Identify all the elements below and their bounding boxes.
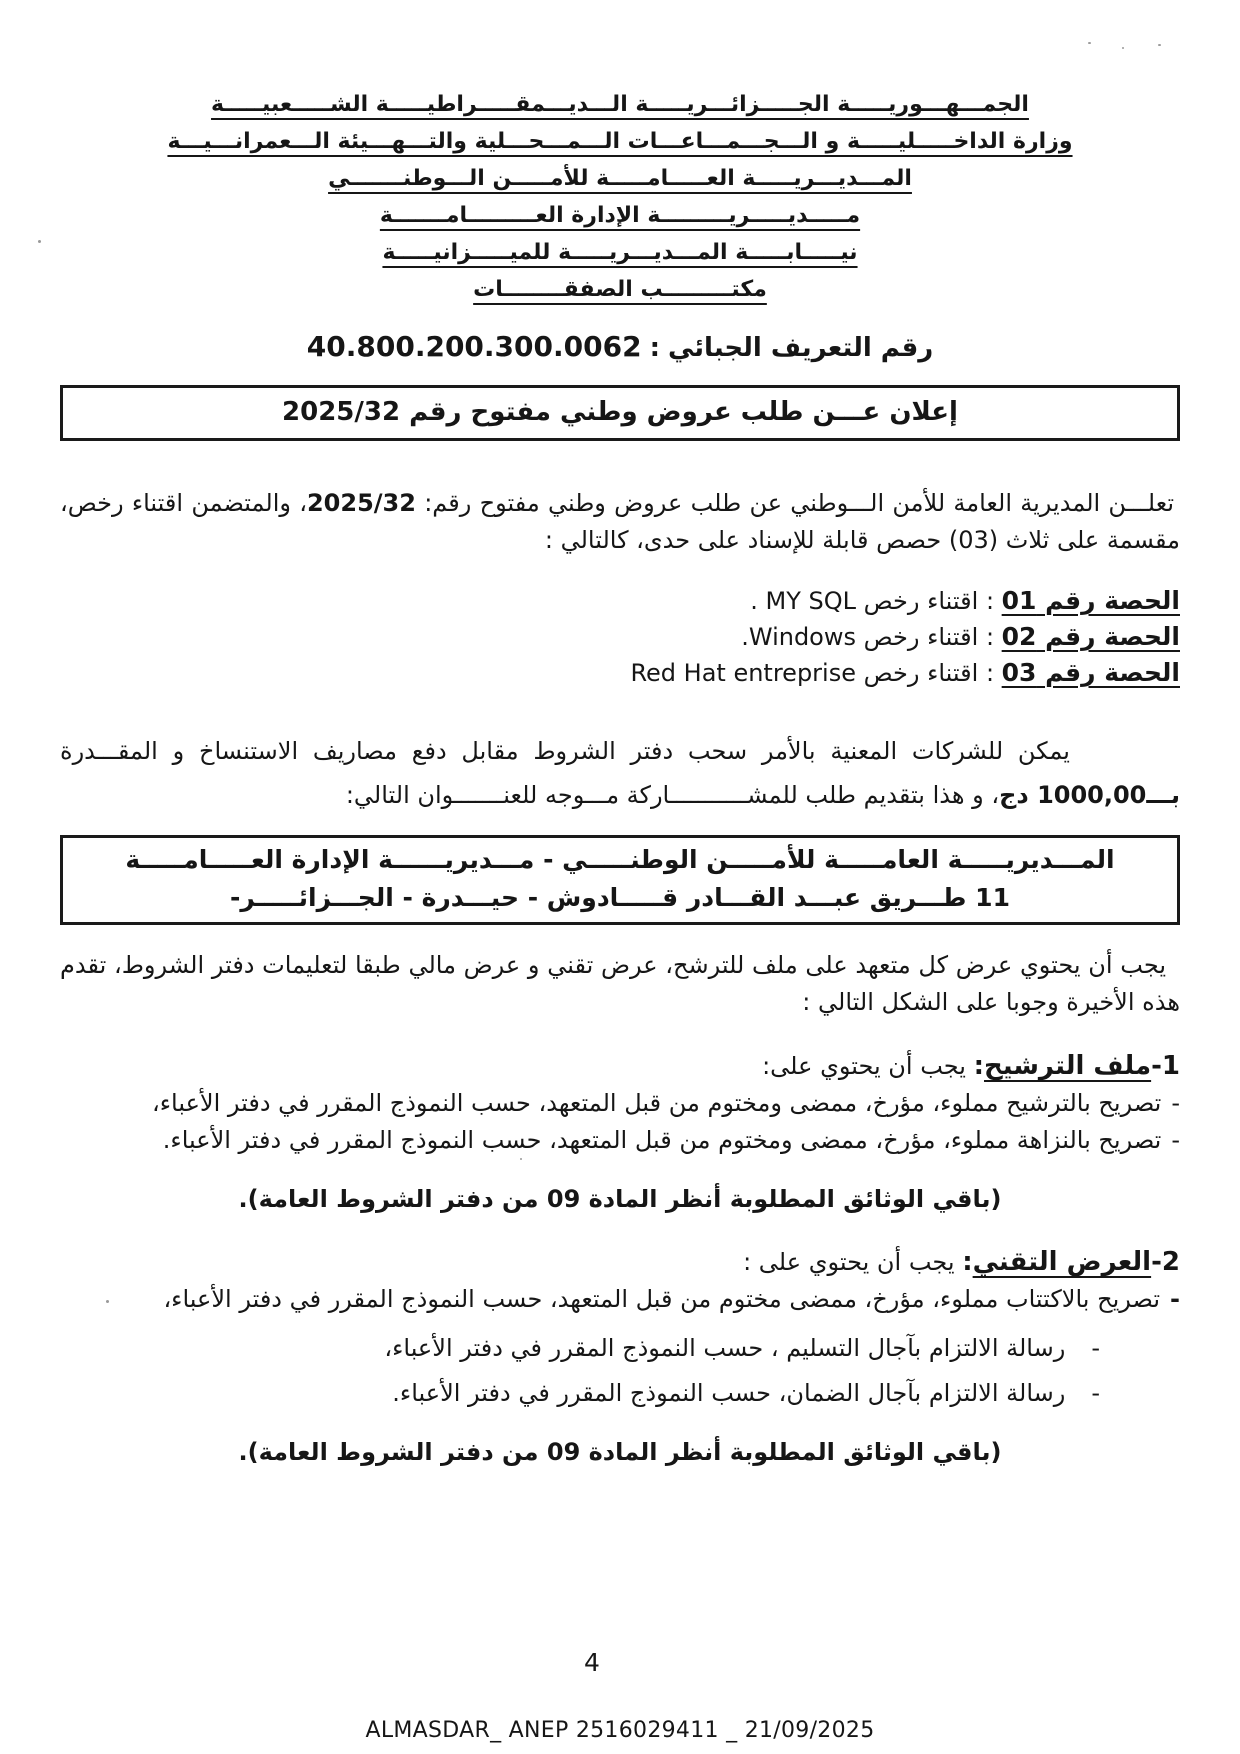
intro-paragraph bbox=[60, 485, 1180, 559]
dash-bullet: - bbox=[1091, 1379, 1100, 1407]
section2-colon: : bbox=[962, 1247, 973, 1277]
technical-offer-item-1 bbox=[76, 1281, 1180, 1318]
lot-1-product: MY SQL bbox=[765, 587, 856, 615]
intro-text-end: ، والمتضمن اقتناء رخص، مقسمة على ثلاث (03) حصص قابلة للإسناد على حدى، كالتالي : bbox=[60, 489, 1180, 554]
page-number: 4 bbox=[584, 1648, 600, 1677]
section2-number: 2- bbox=[1151, 1247, 1180, 1277]
address-line-2: 11 طـــريق عبـــد القـــادر قـــــادوش - حيـــدرة - الجـــزائـــــر- bbox=[230, 883, 1010, 912]
scan-speck bbox=[106, 1300, 109, 1303]
scan-speck bbox=[520, 1158, 522, 1160]
lot-2-separator: : bbox=[978, 623, 1002, 651]
footer-reference: ALMASDAR_ ANEP 2516029411 _ 21/09/2025 bbox=[365, 1718, 875, 1743]
technical-offer-item-2 bbox=[60, 1333, 1180, 1363]
lot-3-separator: : bbox=[978, 659, 1002, 687]
tax-id-separator: : bbox=[649, 333, 660, 363]
offer-structure-paragraph: يجب أن يحتوي عرض كل متعهد على ملف للترشح، عرض تقني و عرض مالي طبقا لتعليمات دفتر الشروط، تقدم هذه الأخيرة وجوبا على الشكل التالي : bbox=[60, 951, 1180, 1016]
section2-title: العرض التقني bbox=[972, 1247, 1152, 1277]
scan-speck bbox=[1088, 42, 1091, 44]
candidacy-file-item-1-text: تصريح بالترشيح مملوء، مؤرخ، ممضى ومختوم من قبل المتعهد، حسب النموذج المقرر في دفتر الأعباء، bbox=[152, 1089, 1162, 1117]
withdrawal-paragraph bbox=[60, 729, 1180, 817]
lot-3-label: الحصة رقم 03 bbox=[1001, 658, 1180, 687]
tender-number: 2025/32 bbox=[306, 489, 416, 517]
scan-speck bbox=[38, 240, 41, 243]
dash-bullet: - bbox=[1170, 1285, 1180, 1313]
address-line-1: المـــديريـــــة العامـــــة للأمـــــن الوطنـــــي - مـــديريــــــة الإدارة العـــــامـــــة bbox=[125, 845, 1115, 874]
candidacy-file-item-2-text: تصريح بالنزاهة مملوء، مؤرخ، ممضى ومختوم من قبل المتعهد، حسب النموذج المقرر في دفتر الأعباء. bbox=[162, 1126, 1162, 1154]
section2-documents-note: (باقي الوثائق المطلوبة أنظر المادة 09 من دفتر الشروط العامة). bbox=[238, 1438, 1002, 1466]
lot-1-label: الحصة رقم 01 bbox=[1001, 586, 1180, 615]
address-box bbox=[60, 835, 1180, 925]
technical-offer-item-1-text: تصريح بالاكتتاب مملوء، مؤرخ، ممضى مختوم من قبل المتعهد، حسب النموذج المقرر في دفتر الأعباء، bbox=[163, 1285, 1161, 1313]
lot-2-text: اقتناء رخص bbox=[856, 623, 979, 651]
lot-item-1 bbox=[60, 583, 1180, 619]
withdrawal-text-end: ، و هذا بتقديم طلب للمشـــــــــــاركة مـــوجه للعنـــــــوان التالي: bbox=[345, 781, 1000, 809]
section2-heading bbox=[60, 1243, 1180, 1281]
section2-intro: يجب أن يحتوي على : bbox=[743, 1248, 963, 1276]
lot-1-tail: . bbox=[750, 587, 766, 615]
section1-heading bbox=[60, 1047, 1180, 1085]
lot-2-tail: . bbox=[741, 623, 749, 651]
fee-amount: بـــ1000,00 دج bbox=[999, 781, 1180, 809]
lot-2-label: الحصة رقم 02 bbox=[1001, 622, 1180, 651]
scan-speck bbox=[1122, 47, 1124, 49]
announcement-title-box bbox=[60, 385, 1180, 441]
dash-bullet: - bbox=[1091, 1334, 1100, 1362]
lot-1-separator: : bbox=[978, 587, 1002, 615]
section1-colon: : bbox=[973, 1051, 984, 1081]
lot-2-product: Windows bbox=[748, 623, 856, 651]
withdrawal-text-start: يمكن للشركات المعنية بالأمر سحب دفتر الشروط مقابل دفع مصاريف الاستنساخ و المقـــدرة bbox=[60, 737, 1070, 765]
announcement-title: إعلان عـــن طلب عروض وطني مفتوح رقم 2025/32 bbox=[282, 397, 958, 427]
section1-title: ملف الترشيح bbox=[984, 1051, 1152, 1081]
document-header bbox=[60, 86, 1180, 308]
header-line-republic: الجمـــهـــوريـــــة الجـــــزائـــريـــــة الـــديـــمقـــــراطيـــــة الشـــــعبيـــــة bbox=[211, 92, 1029, 117]
technical-offer-item-2-text: رسالة الالتزام بآجال التسليم ، حسب النموذج المقرر في دفتر الأعباء، bbox=[384, 1334, 1066, 1362]
dash-bullet: - bbox=[1171, 1089, 1180, 1117]
lot-3-product: Red Hat entreprise bbox=[630, 659, 856, 687]
lot-item-2 bbox=[60, 619, 1180, 655]
header-line-ministry: وزارة الداخـــــليـــــة و الـــجـــمـــاعـــات الـــمـــحـــلية والتـــهـــيئة الـــعمرانـــيـــة bbox=[167, 129, 1073, 154]
candidacy-file-item-2 bbox=[76, 1122, 1180, 1159]
tax-id-label: رقم التعريف الجبائي bbox=[667, 333, 934, 363]
intro-text-start: تعلـــن المديرية العامة للأمن الـــوطني عن طلب عروض وطني مفتوح رقم: bbox=[415, 489, 1174, 517]
section1-documents-note: (باقي الوثائق المطلوبة أنظر المادة 09 من دفتر الشروط العامة). bbox=[238, 1185, 1002, 1213]
technical-offer-item-3 bbox=[60, 1378, 1180, 1408]
section1-intro: يجب أن يحتوي على: bbox=[762, 1052, 974, 1080]
lot-item-3 bbox=[60, 655, 1180, 691]
lot-3-text: اقتناء رخص bbox=[856, 659, 979, 687]
tax-id-value: 40.800.200.300.0062 bbox=[306, 330, 642, 363]
header-line-budget-subdirectorate: نيـــــابـــــة المـــديـــريـــــة للميـــــزانيـــــة bbox=[382, 240, 858, 265]
dash-bullet: - bbox=[1171, 1126, 1180, 1154]
technical-offer-item-3-text: رسالة الالتزام بآجال الضمان، حسب النموذج المقرر في دفتر الأعباء. bbox=[392, 1379, 1066, 1407]
header-line-general-administration-directorate: مـــــديـــــريـــــــــة الإدارة العـــــــــامـــــــة bbox=[379, 203, 861, 228]
lot-1-text: اقتناء رخص bbox=[856, 587, 979, 615]
tax-id-line bbox=[60, 330, 1180, 365]
header-line-national-security-directorate: المـــديـــريـــــة العـــــامـــــة للأمـــــن الـــوطنـــــــي bbox=[328, 166, 912, 191]
header-line-contracts-office: مكتـــــــــب الصفقــــــــات bbox=[473, 277, 767, 302]
lots-list bbox=[60, 583, 1180, 691]
candidacy-file-item-1 bbox=[76, 1085, 1180, 1122]
scan-speck bbox=[1158, 44, 1161, 46]
section1-number: 1- bbox=[1151, 1051, 1180, 1081]
